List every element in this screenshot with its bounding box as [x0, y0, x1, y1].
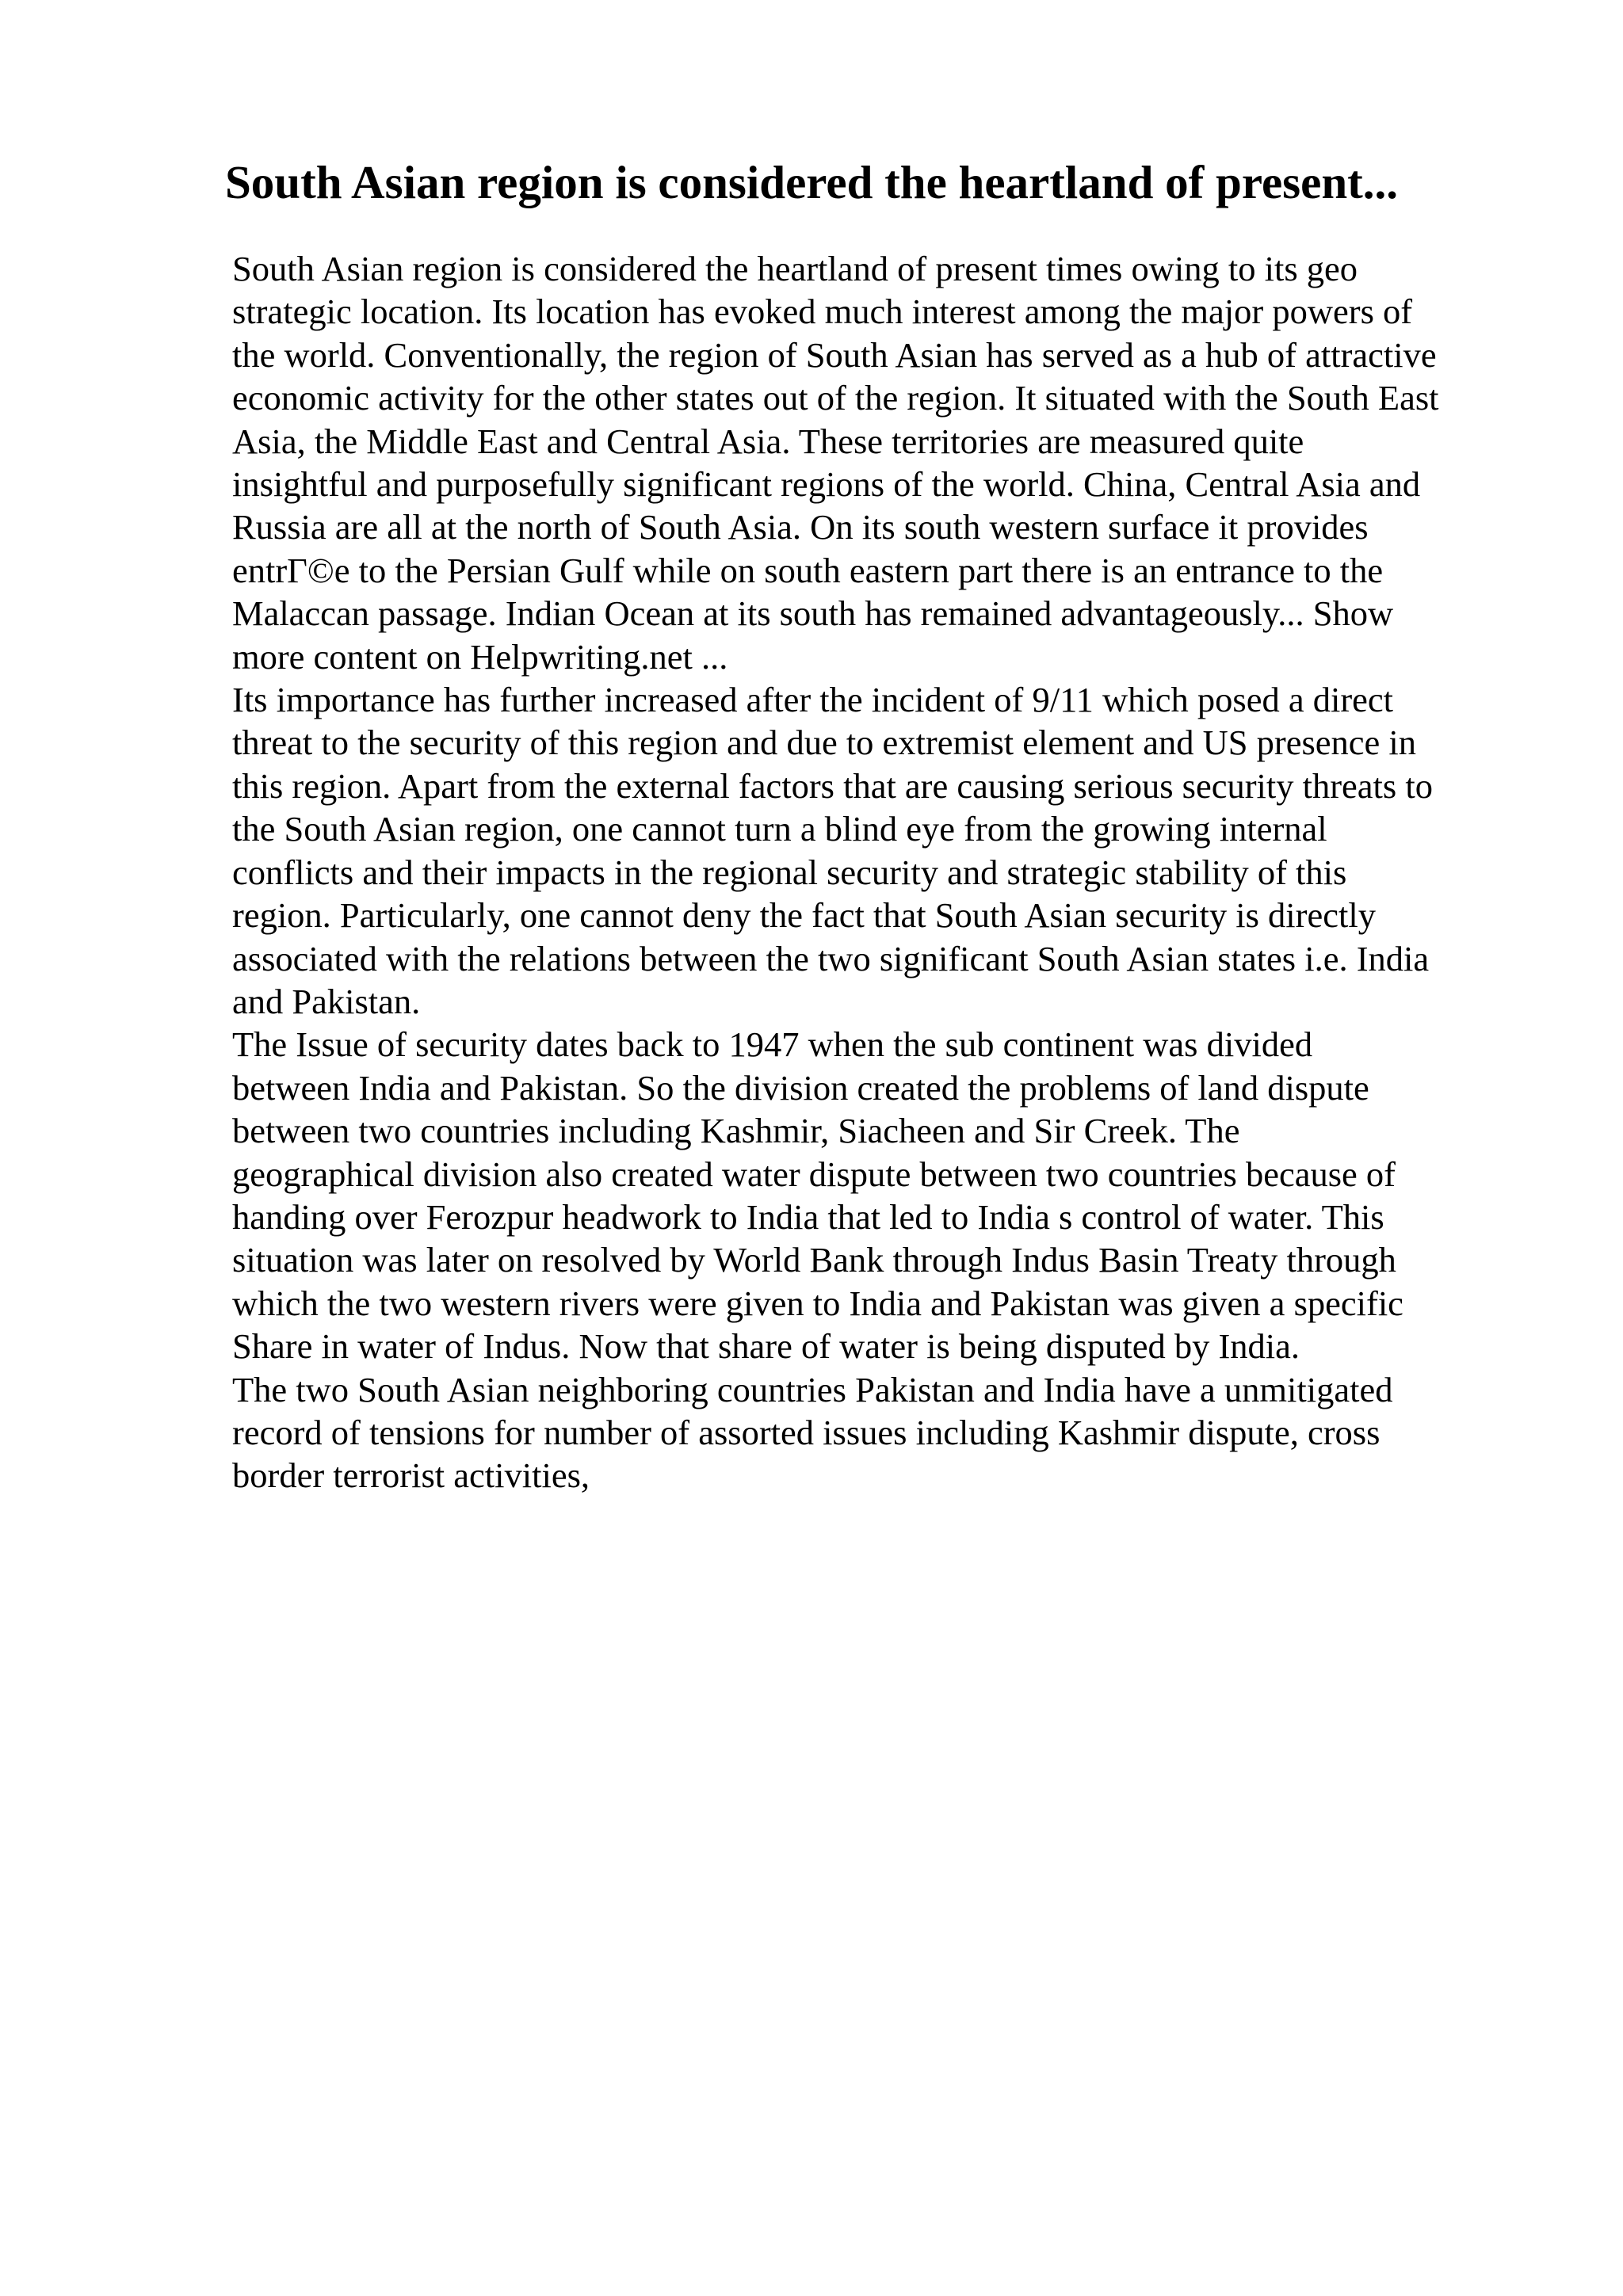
body-line: record of tensions for number of assorted issues including Kashmir dispute, cross [232, 1412, 1381, 1452]
body-line: South Asian region is considered the heartland of present times owing to its geo [232, 249, 1358, 288]
body-line: more content on Helpwriting.net ... [232, 636, 728, 677]
body-line: handing over Ferozpur headwork to India that led to India s control of water. This [232, 1196, 1384, 1237]
body-line: which the two western rivers were given to India and Pakistan was given a specific [232, 1283, 1403, 1323]
body-line: associated with the relations between the two significant South Asian states i.e. India [232, 938, 1430, 978]
body-line: the South Asian region, one cannot turn a blind eye from the growing internal [232, 809, 1327, 849]
body-line: Share in water of Indus. Now that share of water is being disputed by India. [232, 1326, 1300, 1367]
body-line: border terrorist activities, [232, 1455, 590, 1496]
body-line: The two South Asian neighboring countries Pakistan and India have a unmitigated [232, 1369, 1393, 1409]
body-line: conflicts and their impacts in the regional security and strategic stability of this [232, 852, 1347, 892]
body-line: the world. Conventionally, the region of South Asian has served as a hub of attractive [232, 334, 1437, 375]
body-line: Asia, the Middle East and Central Asia. These territories are measured quite [232, 421, 1304, 461]
body-line: geographical division also created water dispute between two countries because of [232, 1154, 1396, 1194]
body-line: and Pakistan. [232, 981, 421, 1021]
body-line: Malaccan passage. Indian Ocean at its south has remained advantageously... Show [232, 593, 1394, 634]
body-line: Its importance has further increased after the incident of 9/11 which posed a direct [232, 680, 1394, 720]
body-line: insightful and purposefully significant regions of the world. China, Central Asia and [232, 464, 1421, 505]
document-body [232, 247, 1516, 1497]
body-line: situation was later on resolved by World Bank through Indus Basin Treaty through [232, 1240, 1396, 1280]
body-line: between India and Pakistan. So the division created the problems of land dispute [232, 1067, 1369, 1108]
body-line: this region. Apart from the external factors that are causing serious security threats to [232, 765, 1433, 806]
document-title: South Asian region is considered the heartland of present... [224, 156, 1399, 208]
body-line: region. Particularly, one cannot deny the fact that South Asian security is directly [232, 895, 1376, 936]
body-line: threat to the security of this region and due to extremist element and US presence in [232, 723, 1417, 763]
body-line: The Issue of security dates back to 1947 when the sub continent was divided [232, 1024, 1313, 1065]
body-line: strategic location. Its location has evoked much interest among the major powers of [232, 292, 1413, 332]
body-line: Russia are all at the north of South Asia. On its south western surface it provides [232, 507, 1369, 547]
body-line: economic activity for the other states out of the region. It situated with the South East [232, 378, 1439, 418]
body-line: between two countries including Kashmir, Siacheen and Sir Creek. The [232, 1111, 1240, 1151]
body-line: entrΓ©e to the Persian Gulf while on south eastern part there is an entrance to the [232, 550, 1384, 590]
